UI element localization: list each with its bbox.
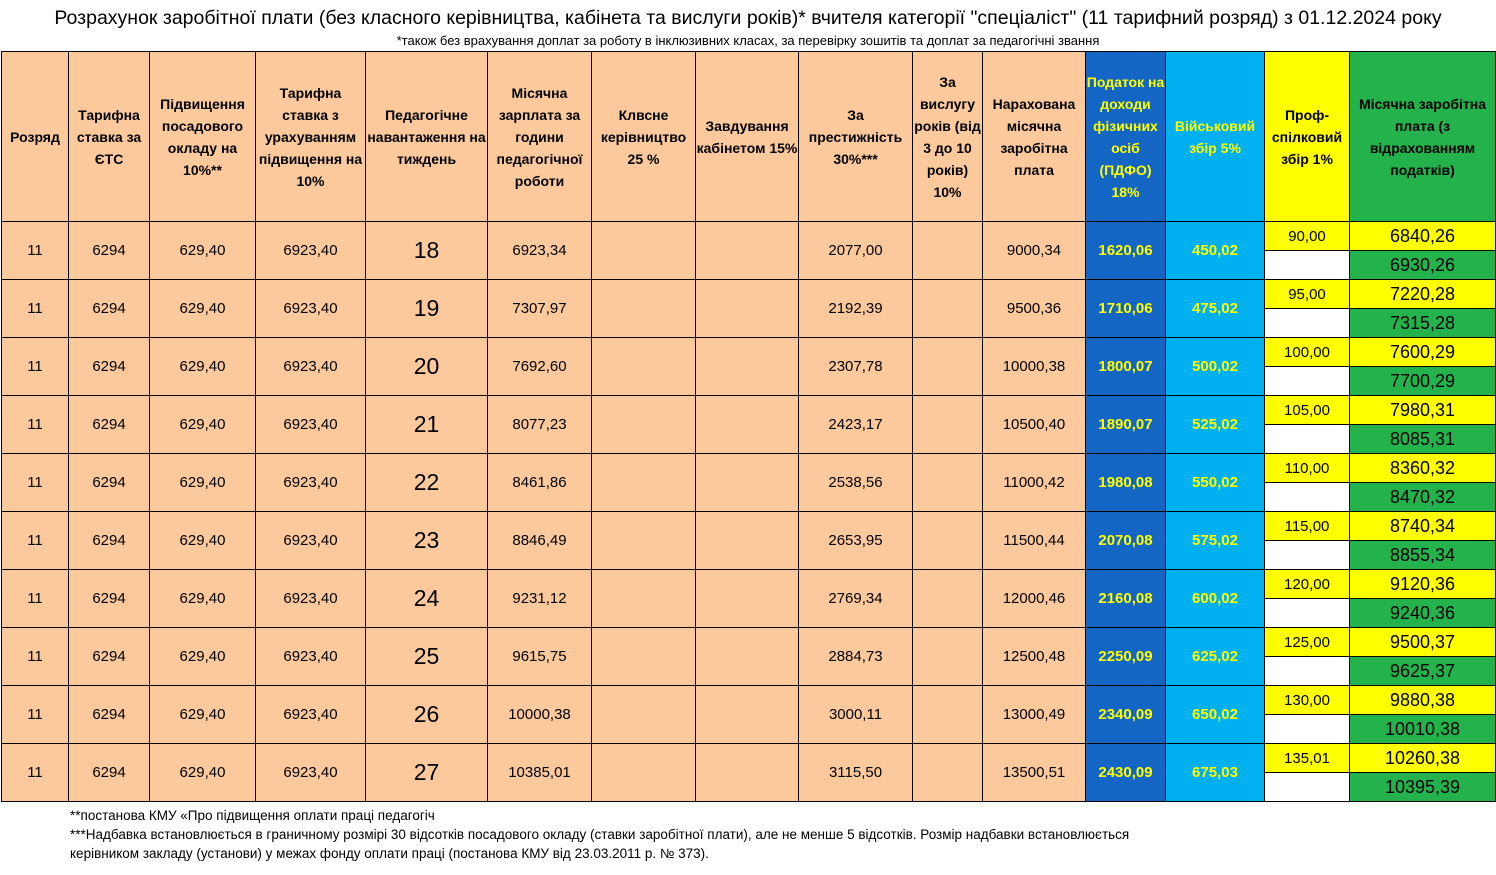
cell-seniority [913, 686, 983, 744]
cell-rate: 6294 [69, 454, 150, 512]
header-prestige: За престижність 30%*** [799, 52, 913, 222]
cell-union-blank [1265, 657, 1350, 686]
cell-rank: 11 [2, 338, 69, 396]
cell-net-a: 7980,31 [1350, 396, 1496, 425]
cell-accrued: 9000,34 [983, 222, 1086, 280]
footnote-decree: **постанова КМУ «Про підвищення оплати праці педагогіч [70, 808, 435, 823]
cell-cabinet [696, 338, 799, 396]
cell-union-blank [1265, 309, 1350, 338]
cell-load: 24 [366, 570, 488, 628]
cell-union: 95,00 [1265, 280, 1350, 309]
cell-union: 115,00 [1265, 512, 1350, 541]
cell-accrued: 11500,44 [983, 512, 1086, 570]
footnotes [70, 806, 1129, 863]
cell-rank: 11 [2, 222, 69, 280]
cell-class-teacher [592, 454, 696, 512]
cell-union: 125,00 [1265, 628, 1350, 657]
cell-pdfo: 2070,08 [1086, 512, 1166, 570]
cell-seniority [913, 222, 983, 280]
cell-prestige: 2077,00 [799, 222, 913, 280]
cell-class-teacher [592, 744, 696, 802]
cell-cabinet [696, 396, 799, 454]
cell-rate-raised: 6923,40 [256, 512, 366, 570]
cell-military: 650,02 [1166, 686, 1265, 744]
cell-raise: 629,40 [150, 222, 256, 280]
cell-monthly: 8461,86 [488, 454, 592, 512]
cell-net-b: 10395,39 [1350, 773, 1496, 802]
salary-table [1, 51, 1496, 802]
cell-prestige: 2769,34 [799, 570, 913, 628]
cell-prestige: 2307,78 [799, 338, 913, 396]
cell-net-a: 7220,28 [1350, 280, 1496, 309]
cell-rate-raised: 6923,40 [256, 280, 366, 338]
footnote-prestige-cont: керівником закладу (установи) у межах фонду оплати праці (постанова КМУ від 23.03.2011 р. № 373). [70, 846, 709, 861]
cell-accrued: 10000,38 [983, 338, 1086, 396]
cell-net-b: 6930,26 [1350, 251, 1496, 280]
cell-union: 105,00 [1265, 396, 1350, 425]
cell-class-teacher [592, 570, 696, 628]
cell-seniority [913, 280, 983, 338]
cell-union: 110,00 [1265, 454, 1350, 483]
cell-load: 21 [366, 396, 488, 454]
cell-net-b: 8470,32 [1350, 483, 1496, 512]
cell-net-b: 10010,38 [1350, 715, 1496, 744]
cell-prestige: 3115,50 [799, 744, 913, 802]
cell-union-blank [1265, 483, 1350, 512]
cell-prestige: 2423,17 [799, 396, 913, 454]
cell-cabinet [696, 454, 799, 512]
cell-monthly: 6923,34 [488, 222, 592, 280]
cell-seniority [913, 570, 983, 628]
header-pdfo: Податок на доходи фізичних осіб (ПДФО) 18% [1086, 52, 1166, 222]
cell-rate-raised: 6923,40 [256, 686, 366, 744]
header-class-teacher: Клвсне керівництво 25 % [592, 52, 696, 222]
cell-rate-raised: 6923,40 [256, 222, 366, 280]
cell-net-a: 9880,38 [1350, 686, 1496, 715]
cell-rank: 11 [2, 628, 69, 686]
cell-load: 23 [366, 512, 488, 570]
cell-union: 135,01 [1265, 744, 1350, 773]
cell-monthly: 8846,49 [488, 512, 592, 570]
cell-net-a: 10260,38 [1350, 744, 1496, 773]
cell-raise: 629,40 [150, 338, 256, 396]
cell-class-teacher [592, 512, 696, 570]
cell-net-a: 9120,36 [1350, 570, 1496, 599]
cell-load: 20 [366, 338, 488, 396]
cell-class-teacher [592, 628, 696, 686]
cell-rate: 6294 [69, 512, 150, 570]
header-rate: Тарифна ставка за ЄТС [69, 52, 150, 222]
cell-net-b: 9240,36 [1350, 599, 1496, 628]
cell-raise: 629,40 [150, 396, 256, 454]
cell-accrued: 12000,46 [983, 570, 1086, 628]
cell-pdfo: 1800,07 [1086, 338, 1166, 396]
cell-raise: 629,40 [150, 454, 256, 512]
cell-net-b: 7315,28 [1350, 309, 1496, 338]
cell-net-a: 9500,37 [1350, 628, 1496, 657]
cell-union-blank [1265, 773, 1350, 802]
header-union: Проф-спілковий збір 1% [1265, 52, 1350, 222]
cell-cabinet [696, 744, 799, 802]
cell-net-b: 9625,37 [1350, 657, 1496, 686]
cell-accrued: 12500,48 [983, 628, 1086, 686]
cell-load: 26 [366, 686, 488, 744]
cell-seniority [913, 512, 983, 570]
cell-accrued: 11000,42 [983, 454, 1086, 512]
header-rate-raised: Тарифна ставка з урахуванням підвищення на 10% [256, 52, 366, 222]
cell-accrued: 13500,51 [983, 744, 1086, 802]
cell-prestige: 3000,11 [799, 686, 913, 744]
cell-cabinet [696, 686, 799, 744]
cell-load: 27 [366, 744, 488, 802]
cell-rank: 11 [2, 744, 69, 802]
cell-seniority [913, 454, 983, 512]
header-load: Педагогічне навантаження на тиждень [366, 52, 488, 222]
cell-rank: 11 [2, 512, 69, 570]
cell-pdfo: 1620,06 [1086, 222, 1166, 280]
cell-load: 22 [366, 454, 488, 512]
cell-class-teacher [592, 222, 696, 280]
header-net: Місячна заробітна плата (з відрахованням податків) [1350, 52, 1496, 222]
cell-cabinet [696, 280, 799, 338]
cell-prestige: 2884,73 [799, 628, 913, 686]
cell-union-blank [1265, 715, 1350, 744]
footnote-prestige: ***Надбавка встановлюється в граничному розмірі 30 відсотків посадового окладу (ставки заробітної плати), але не менше 5 відсотків. Розмір надбавки встановлюється [70, 827, 1130, 842]
cell-rate-raised: 6923,40 [256, 744, 366, 802]
cell-seniority [913, 338, 983, 396]
page-subtitle: *також без врахування доплат за роботу в інклюзивних класах, за перевірку зошитів та доплат за педагогічні звання [396, 33, 1100, 48]
cell-pdfo: 1980,08 [1086, 454, 1166, 512]
cell-union: 100,00 [1265, 338, 1350, 367]
cell-cabinet [696, 570, 799, 628]
cell-pdfo: 1890,07 [1086, 396, 1166, 454]
cell-monthly: 7692,60 [488, 338, 592, 396]
cell-raise: 629,40 [150, 512, 256, 570]
cell-cabinet [696, 222, 799, 280]
cell-raise: 629,40 [150, 686, 256, 744]
cell-class-teacher [592, 338, 696, 396]
page-title: Розрахунок заробітної плати (без класного керівництва, кабінета та вислуги років)* вчителя категорії "спеціаліст" (11 тарифний розряд) з 01.12.2024 року [54, 7, 1442, 29]
cell-raise: 629,40 [150, 570, 256, 628]
cell-rank: 11 [2, 280, 69, 338]
cell-load: 19 [366, 280, 488, 338]
cell-union: 120,00 [1265, 570, 1350, 599]
cell-prestige: 2653,95 [799, 512, 913, 570]
cell-rank: 11 [2, 570, 69, 628]
cell-rate-raised: 6923,40 [256, 338, 366, 396]
cell-rank: 11 [2, 396, 69, 454]
cell-rate: 6294 [69, 744, 150, 802]
cell-load: 25 [366, 628, 488, 686]
header-cabinet: Завдування кабінетом 15% [696, 52, 799, 222]
header-accrued: Нарахована місячна заробітна плата [983, 52, 1086, 222]
cell-class-teacher [592, 396, 696, 454]
cell-union-blank [1265, 541, 1350, 570]
cell-monthly: 8077,23 [488, 396, 592, 454]
cell-raise: 629,40 [150, 628, 256, 686]
cell-monthly: 9231,12 [488, 570, 592, 628]
cell-military: 475,02 [1166, 280, 1265, 338]
cell-union-blank [1265, 599, 1350, 628]
cell-rate: 6294 [69, 222, 150, 280]
cell-military: 450,02 [1166, 222, 1265, 280]
cell-union: 130,00 [1265, 686, 1350, 715]
cell-rank: 11 [2, 454, 69, 512]
cell-rate-raised: 6923,40 [256, 396, 366, 454]
salary-table-body [2, 222, 1496, 802]
cell-military: 600,02 [1166, 570, 1265, 628]
cell-raise: 629,40 [150, 744, 256, 802]
cell-rate: 6294 [69, 628, 150, 686]
header-monthly: Місячна зарплата за години педагогічної роботи [488, 52, 592, 222]
cell-union: 90,00 [1265, 222, 1350, 251]
cell-net-a: 8740,34 [1350, 512, 1496, 541]
cell-pdfo: 2340,09 [1086, 686, 1166, 744]
cell-military: 550,02 [1166, 454, 1265, 512]
cell-monthly: 9615,75 [488, 628, 592, 686]
header-raise: Підвищення посадового окладу на 10%** [150, 52, 256, 222]
cell-pdfo: 1710,06 [1086, 280, 1166, 338]
cell-net-b: 8085,31 [1350, 425, 1496, 454]
cell-pdfo: 2250,09 [1086, 628, 1166, 686]
cell-cabinet [696, 512, 799, 570]
cell-cabinet [696, 628, 799, 686]
cell-net-a: 6840,26 [1350, 222, 1496, 251]
cell-net-a: 7600,29 [1350, 338, 1496, 367]
cell-military: 525,02 [1166, 396, 1265, 454]
cell-rate-raised: 6923,40 [256, 454, 366, 512]
cell-military: 500,02 [1166, 338, 1265, 396]
cell-union-blank [1265, 367, 1350, 396]
cell-seniority [913, 744, 983, 802]
cell-prestige: 2538,56 [799, 454, 913, 512]
cell-rate: 6294 [69, 570, 150, 628]
cell-monthly: 7307,97 [488, 280, 592, 338]
cell-net-a: 8360,32 [1350, 454, 1496, 483]
cell-net-b: 7700,29 [1350, 367, 1496, 396]
cell-accrued: 9500,36 [983, 280, 1086, 338]
cell-rate-raised: 6923,40 [256, 570, 366, 628]
cell-prestige: 2192,39 [799, 280, 913, 338]
cell-seniority [913, 628, 983, 686]
cell-class-teacher [592, 280, 696, 338]
header-rank: Розряд [2, 52, 69, 222]
cell-net-b: 8855,34 [1350, 541, 1496, 570]
cell-military: 625,02 [1166, 628, 1265, 686]
cell-rate-raised: 6923,40 [256, 628, 366, 686]
cell-monthly: 10385,01 [488, 744, 592, 802]
cell-military: 675,03 [1166, 744, 1265, 802]
cell-monthly: 10000,38 [488, 686, 592, 744]
cell-rate: 6294 [69, 396, 150, 454]
cell-union-blank [1265, 251, 1350, 280]
cell-military: 575,02 [1166, 512, 1265, 570]
cell-class-teacher [592, 686, 696, 744]
cell-accrued: 10500,40 [983, 396, 1086, 454]
cell-rate: 6294 [69, 280, 150, 338]
cell-seniority [913, 396, 983, 454]
header-seniority: За вислугу років (від 3 до 10 років) 10% [913, 52, 983, 222]
cell-pdfo: 2160,08 [1086, 570, 1166, 628]
cell-rate: 6294 [69, 338, 150, 396]
cell-accrued: 13000,49 [983, 686, 1086, 744]
cell-pdfo: 2430,09 [1086, 744, 1166, 802]
cell-rank: 11 [2, 686, 69, 744]
cell-rate: 6294 [69, 686, 150, 744]
cell-load: 18 [366, 222, 488, 280]
cell-union-blank [1265, 425, 1350, 454]
cell-raise: 629,40 [150, 280, 256, 338]
header-military: Військовий збір 5% [1166, 52, 1265, 222]
